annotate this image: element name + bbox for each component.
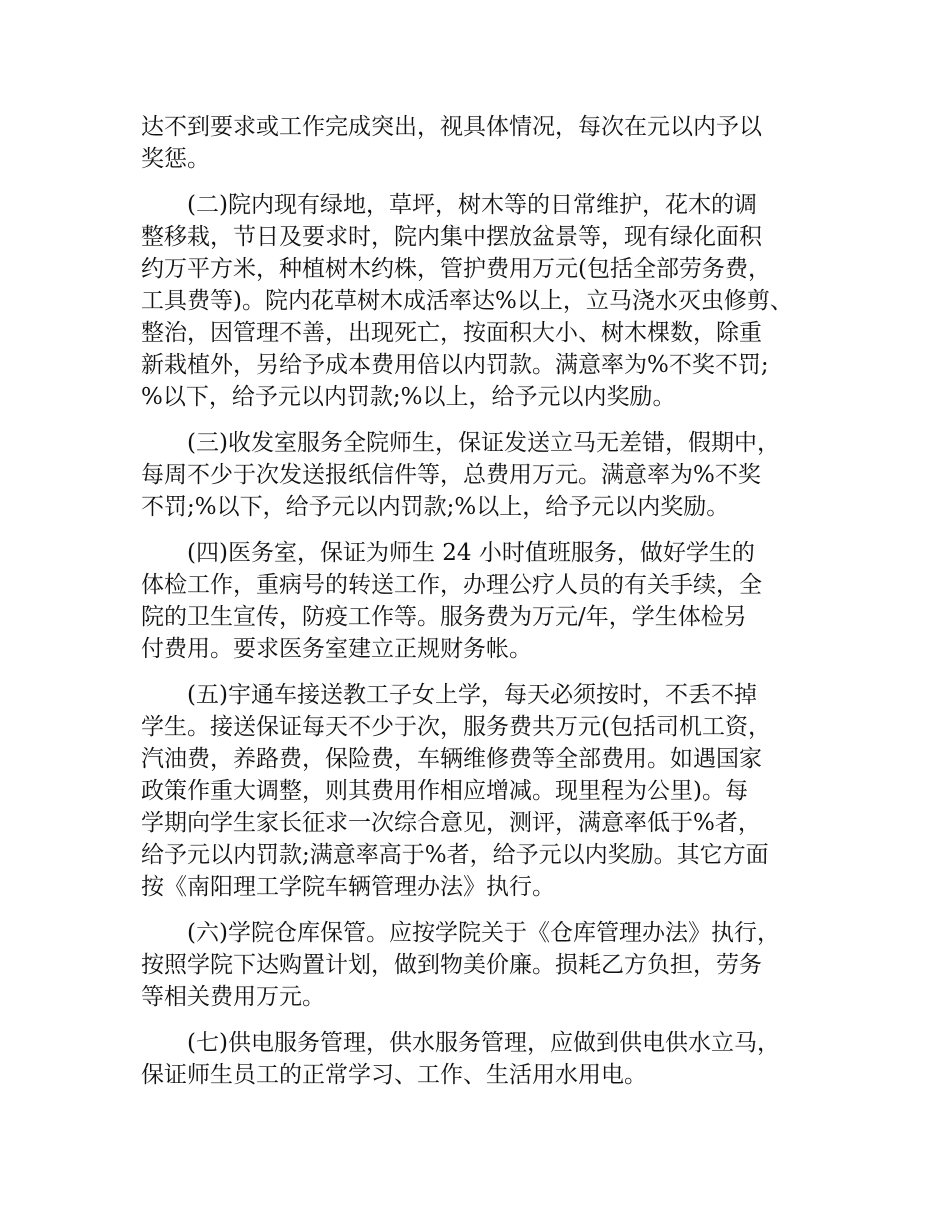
text-line: 汽油费，养路费，保险费，车辆维修费等全部费用。如遇国家 [141,746,762,772]
text-line: 政策作重大调整，则其费用作相应增减。现里程为公里)。每 [141,778,748,804]
paragraph-intro-continuation [141,111,821,175]
text-line: (五)宇通车接送教工子女上学，每天必须按时，不丢不掉 [187,682,757,708]
text-line: 付费用。要求医务室建立正规财务帐。 [141,636,532,662]
text-line: (六)学院仓库保管。应按学院关于《仓库管理办法》执行， [187,920,780,946]
text-line: 体检工作，重病号的转送工作，办理公疗人员的有关手续，全 [141,572,762,598]
text-line: 按照学院下达购置计划，做到物美价廉。损耗乙方负担，劳务 [141,952,762,978]
paragraph-item-3 [141,427,821,523]
text-line: 保证师生员工的正常学习、工作、生活用水用电。 [141,1062,647,1088]
text-line: (三)收发室服务全院师生，保证发送立马无差错，假期中， [187,430,780,456]
text-line: 工具费等)。院内花草树木成活率达%以上，立马浇水灭虫修剪、 [141,288,793,314]
text-line: 学生。接送保证每天不少于次，服务费共万元(包括司机工资， [141,714,771,740]
paragraph-item-2 [141,189,821,413]
text-line: 不罚;%以下，给予元以内罚款;%以上，给予元以内奖励。 [141,494,730,520]
text-line: 约万平方米，种植树木约株，管护费用万元(包括全部劳务费， [141,256,771,282]
text-line: (四)医务室，保证为师生 24 小时值班服务，做好学生的 [187,540,755,566]
paragraph-item-5 [141,679,821,903]
text-line: 等相关费用万元。 [141,984,325,1010]
text-line: (二)院内现有绿地，草坪，树木等的日常维护，花木的调 [187,192,757,218]
text-line: 奖惩。 [141,146,210,172]
text-line: 每周不少于次发送报纸信件等，总费用万元。满意率为%不奖 [141,462,761,488]
text-line: 按《南阳理工学院车辆管理办法》执行。 [141,874,555,900]
paragraph-item-6 [141,917,821,1013]
document-body [141,111,821,1105]
text-line: 学期向学生家长征求一次综合意见，测评，满意率低于%者， [141,810,761,836]
text-line: %以下，给予元以内罚款;%以上，给予元以内奖励。 [141,384,676,410]
paragraph-item-4 [141,537,821,665]
text-line: 整治，因管理不善，出现死亡，按面积大小、树木棵数，除重 [141,320,762,346]
text-line: 整移栽，节日及要求时，院内集中摆放盆景等，现有绿化面积 [141,224,762,250]
text-line: 新栽植外，另给予成本费用倍以内罚款。满意率为%不奖不罚; [141,352,769,378]
text-line: (七)供电服务管理，供水服务管理，应做到供电供水立马， [187,1030,780,1056]
text-line: 院的卫生宣传，防疫工作等。服务费为万元/年，学生体检另 [141,604,747,630]
text-line: 达不到要求或工作完成突出，视具体情况，每次在元以内予以 [141,114,762,140]
paragraph-item-7 [141,1027,821,1091]
text-line: 给予元以内罚款;满意率高于%者，给予元以内奖励。其它方面 [141,842,769,868]
